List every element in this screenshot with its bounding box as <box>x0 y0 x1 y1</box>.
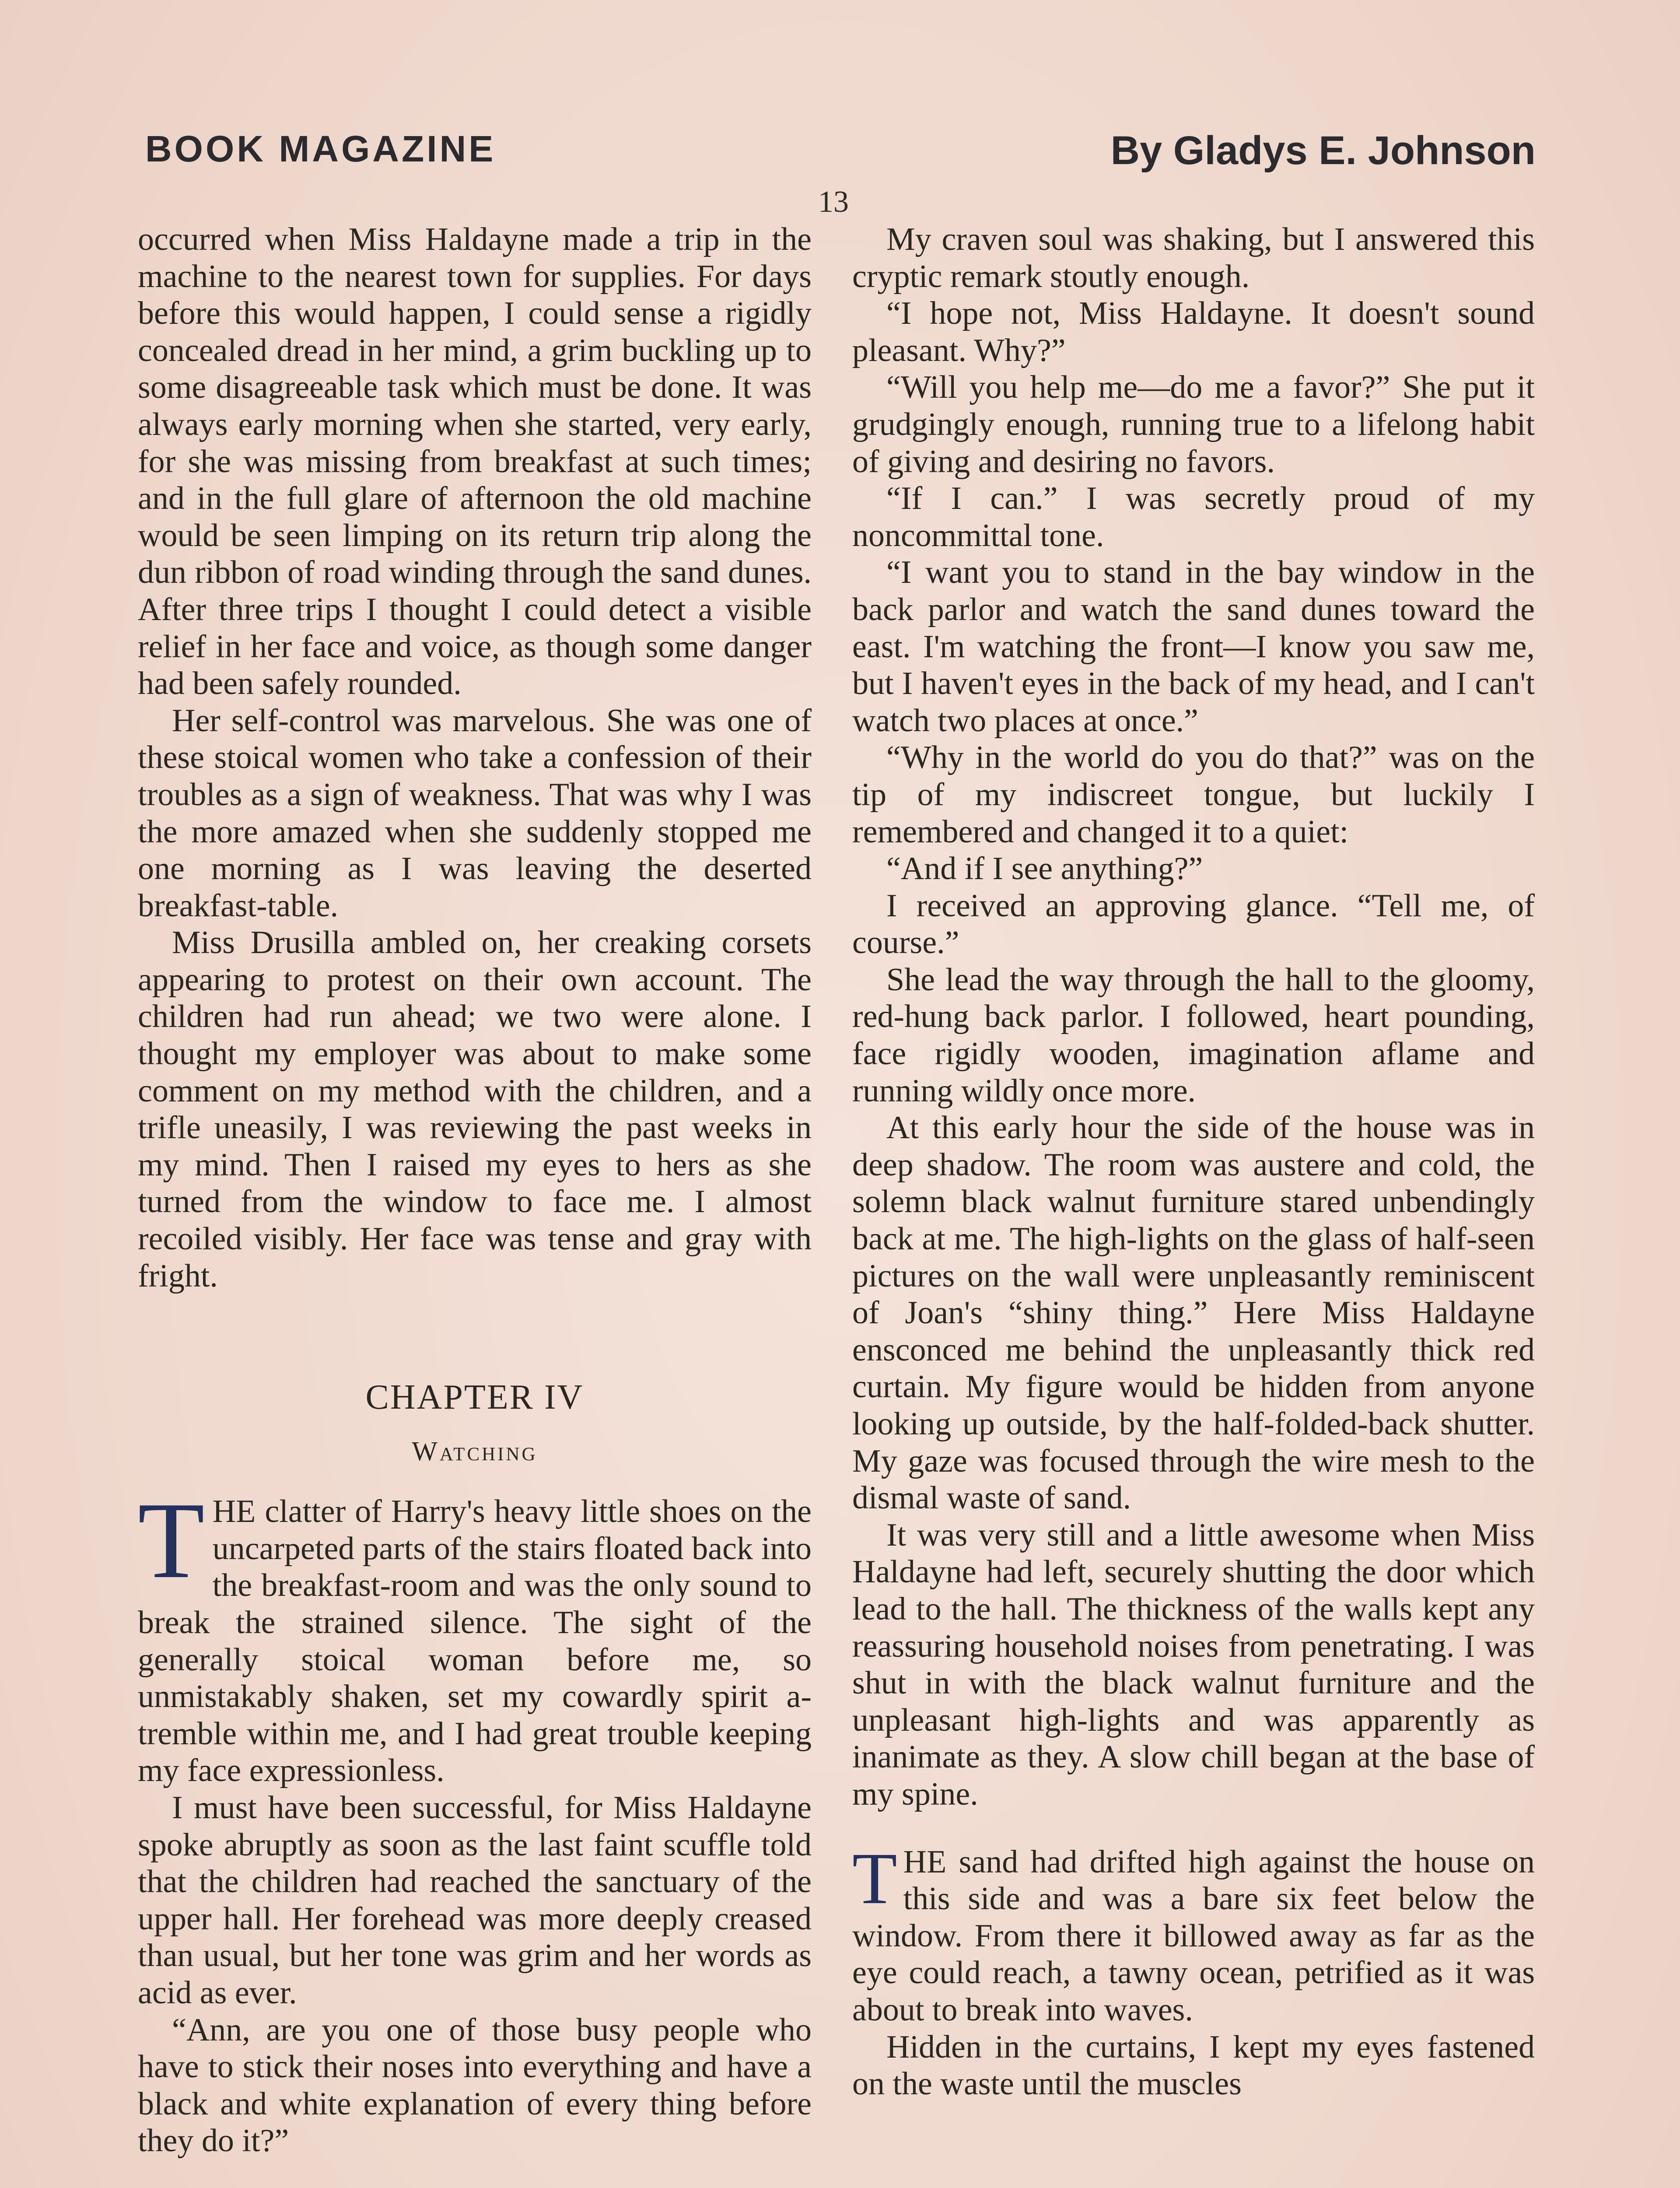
paragraph: Her self-control was marvelous. She was one of these stoical women who take a confession of their troubles as a sign of weakness. That was why I was the more amazed when she suddenly stopped me one morning as I was leaving the deserted breakfast-table. <box>138 702 812 924</box>
paragraph: “Ann, are you one of those busy people who have to stick their noses into everything and have a black and white explanation of every thing before they do it?” <box>138 2012 812 2159</box>
paragraph: “I hope not, Miss Haldayne. It doesn't sound pleasant. Why?” <box>852 295 1535 368</box>
right-column <box>852 221 1535 2103</box>
paragraph: “If I can.” I was secretly proud of my noncommittal tone. <box>852 480 1535 554</box>
paragraph: At this early hour the side of the house was in deep shadow. The room was austere and cold, the solemn black walnut furniture stared unbendingly back at me. The high-lights on the glass of half-seen pictures on the wall were unpleasantly reminiscent of Joan's “shiny thing.” Here Miss Haldayne ensconced me behind the unpleasantly thick red curtain. My figure would be hidden from anyone looking up outside, by the half-folded-back shutter. My gaze was focused through the wire mesh to the dismal waste of sand. <box>852 1110 1535 1516</box>
paragraph: She lead the way through the hall to the gloomy, red-hung back parlor. I followed, heart pounding, face rigidly wooden, imagination aflame and running wildly once more. <box>852 961 1535 1109</box>
paragraph-text: HE clatter of Harry's heavy little shoes on the uncarpeted parts of the stairs floated back into the breakfast-room and was the only sound to break the strained silence. The sight of the generally stoical woman before me, so unmistakably shaken, set my cowardly spirit a-tremble within me, and I had great trouble keeping my face expressionless. <box>138 1494 812 1789</box>
paragraph: Hidden in the curtains, I kept my eyes fastened on the waste until the muscles <box>852 2029 1535 2102</box>
drop-cap: T <box>852 1837 897 1919</box>
paragraph: occurred when Miss Haldayne made a trip in the machine to the nearest town for supplies. For days before this would happen, I could sense a rigidly concealed dread in her mind, a grim buckling up to some disagreeable task which must be done. It was always early morning when she started, very early, for she was missing from breakfast at such times; and in the full glare of afternoon the old machine would be seen limping on its return trip along the dun ribbon of road winding through the sand dunes. After three trips I thought I could detect a visible relief in her face and voice, as though some danger had been safely rounded. <box>138 221 812 702</box>
page-number: 13 <box>818 185 849 219</box>
paragraph: It was very still and a little awesome when Miss Haldayne had left, securely shutting the door which lead to the hall. The thickness of the walls kept any reassuring household noises from penetrating. I was shut in with the black walnut furniture and the unpleasant high-lights and was apparently as inanimate as they. A slow chill began at the base of my spine. <box>852 1517 1535 1812</box>
paragraph: “Why in the world do you do that?” was on the tip of my indiscreet tongue, but luckily I remembered and changed it to a quiet: <box>852 740 1535 850</box>
paragraph: I must have been successful, for Miss Haldayne spoke abruptly as soon as the last faint scuffle told that the children had reached the sanctuary of the upper hall. Her forehead was more deeply creased than usual, but her tone was grim and her words as acid as ever. <box>138 1789 812 2011</box>
paragraph-with-dropcap <box>138 1480 812 1789</box>
author-byline: By Gladys E. Johnson <box>1110 128 1536 173</box>
paragraph: My craven soul was shaking, but I answered this cryptic remark stoutly enough. <box>852 221 1535 295</box>
drop-cap: T <box>138 1480 205 1602</box>
paragraph: “I want you to stand in the bay window in the back parlor and watch the sand dunes toward the east. I'm watching the front—I know you saw me, but I haven't eyes in the back of my head, and I can't watch two places at once.” <box>852 554 1535 739</box>
paragraph: Miss Drusilla ambled on, her creaking corsets appearing to protest on their own account. The children had run ahead; we two were alone. I thought my employer was about to make some comment on my method with the children, and a trifle uneasily, I was reviewing the past weeks in my mind. Then I raised my eyes to hers as she turned from the window to face me. I almost recoiled visibly. Her face was tense and gray with fright. <box>138 925 812 1294</box>
magazine-title: BOOK MAGAZINE <box>145 128 496 169</box>
chapter-subtitle: Watching <box>412 1437 538 1467</box>
paragraph-with-dropcap <box>852 1837 1535 2029</box>
left-column <box>138 221 812 2160</box>
paragraph: “Will you help me—do me a favor?” She put it grudgingly enough, running true to a lifelong habit of giving and desiring no favors. <box>852 369 1535 480</box>
chapter-title: CHAPTER IV <box>365 1378 584 1417</box>
section-break <box>852 1813 1535 1844</box>
paragraph: “And if I see anything?” <box>886 851 1203 887</box>
paragraph: I received an approving glance. “Tell me, of course.” <box>852 887 1535 961</box>
paragraph-text: HE sand had drifted high against the house on this side and was a bare six feet below the window. From there it billowed away as far as the eye could reach, a tawny ocean, petrified as it was about to break into waves. <box>852 1844 1535 2028</box>
